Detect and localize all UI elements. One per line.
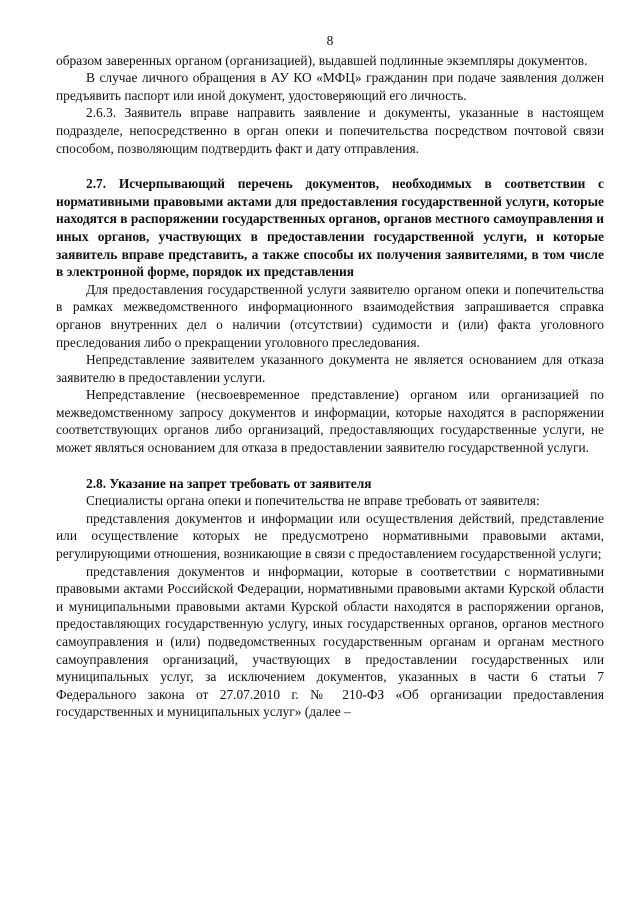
section-heading: 2.8. Указание на запрет требовать от заявителя [86,475,372,491]
paragraph: Непредставление заявителем указанного документа не является основанием для отказа заявителю в предоставлении услуги. [56,352,604,385]
paragraph: образом заверенных органом (организацией), выдавшей подлинные экземпляры документов. [56,52,588,68]
paragraph: Непредставление (несвоевременное представление) органом или организацией по межведомственному запросу документов и информации, которые находятся в распоряжении соответствующих органов либо организаций, предоставляющих государственные услуги, не может являться основанием для отказа в предоставлении заявителю государственной услуги. [56,387,604,456]
section-spacer [56,157,604,175]
paragraph: представления документов и информации, которые в соответствии с нормативными правовыми актами Российской Федерации, нормативными правовыми актами Курской области и муниципальными правовыми актами Курской области находятся в распоряжении органов, предоставляющих государственную услугу, иных государственных органов, органов местного самоуправления и (или) подведомственных государственным органам и органам местного самоуправления организаций, участвующих в предоставлении государственных или муниципальных услуг, за исключением документов, указанных в части 6 статьи 7 Федерального закона от 27.07.2010 г. № 210-ФЗ «Об организации предоставления государственных и муниципальных услуг» (далее – [56,563,604,720]
paragraph: 2.6.3. Заявитель вправе направить заявление и документы, указанные в настоящем подразделе, непосредственно в орган опеки и попечительства посредством почтовой связи способом, позволяющим подтвердить факт и дату отправления. [56,105,604,156]
paragraph: Специалисты органа опеки и попечительства не вправе требовать от заявителя: [86,493,540,509]
section-heading: 2.7. Исчерпывающий перечень документов, необходимых в соответствии с нормативными правовыми актами для предоставления государственной услуги, которые находятся в распоряжении государственных органов, органов местного самоуправления и иных органов, участвующих в предоставлении государственной услуги, и которые заявитель вправе представить, а также способы их получения заявителями, в том числе в электронной форме, порядок их представления [56,176,604,280]
document-body [56,52,604,721]
paragraph: Для предоставления государственной услуги заявителю органом опеки и попечительства в рамках межведомственного информационного взаимодействия запрашивается справка органов внутренних дел о наличии (отсутствии) судимости и (или) факта уголовного преследования либо о прекращении уголовного преследования. [56,281,604,350]
section-spacer [56,457,604,475]
paragraph: В случае личного обращения в АУ КО «МФЦ» гражданин при подаче заявления должен предъявить паспорт или иной документ, удостоверяющий его личность. [56,70,604,103]
paragraph: представления документов и информации или осуществления действий, представление или осуществление которых не предусмотрено нормативными правовыми актами, регулирующими отношения, возникающие в связи с предоставлением государственной услуги; [56,510,604,562]
page-number: 8 [326,33,334,48]
